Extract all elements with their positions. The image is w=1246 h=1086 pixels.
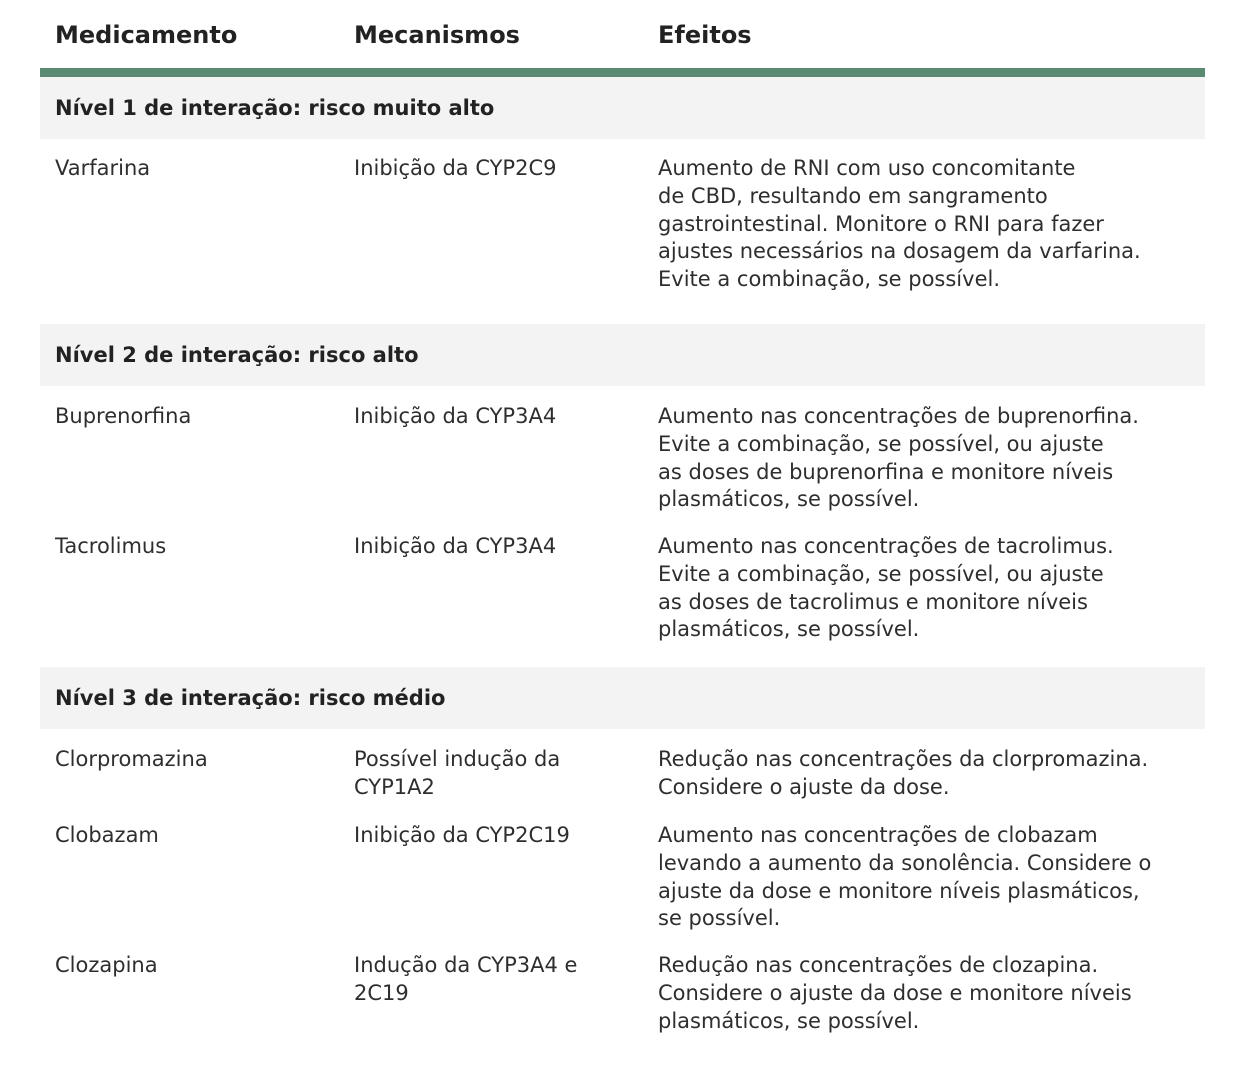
mechanism: Inibição da CYP2C9 <box>354 156 557 180</box>
mechanism: Inibição da CYP3A4 <box>354 404 557 428</box>
group-label: Nível 3 de interação: risco médio <box>55 686 446 710</box>
mechanism: Inibição da CYP2C19 <box>354 823 570 847</box>
table-row-tacrolimus <box>40 516 1205 667</box>
header-mecanismos: Mecanismos <box>354 21 520 49</box>
group-header-level-2 <box>40 324 1205 386</box>
table-row-clorpromazina <box>40 729 1205 805</box>
table-row-buprenorfina <box>40 386 1205 516</box>
table-row-varfarina <box>40 139 1205 324</box>
effect: Redução nas concentrações da clorpromazina. Considere o ajuste da dose. <box>658 747 1149 799</box>
group-header-level-3 <box>40 667 1205 729</box>
group-label: Nível 2 de interação: risco alto <box>55 343 419 367</box>
drug-name: Clorpromazina <box>55 747 208 771</box>
effect: Aumento nas concentrações de buprenorfina. Evite a combinação, se possível, ou ajuste as doses de buprenorfina e monitore níveis plasmáticos, se possível. <box>658 404 1139 512</box>
drug-name: Tacrolimus <box>55 534 167 558</box>
effect: Aumento nas concentrações de clobazam levando a aumento da sonolência. Considere o ajuste da dose e monitore níveis plasmáticos, se possível. <box>658 823 1152 931</box>
header-divider <box>40 68 1205 77</box>
drug-interaction-table <box>40 0 1205 1045</box>
header-efeitos: Efeitos <box>658 21 752 49</box>
drug-name: Clozapina <box>55 953 158 977</box>
mechanism: Inibição da CYP3A4 <box>354 534 557 558</box>
group-header-level-1 <box>40 77 1205 139</box>
mechanism: Indução da CYP3A4 e 2C19 <box>354 953 578 1005</box>
header-medicamento: Medicamento <box>55 21 238 49</box>
drug-name: Clobazam <box>55 823 159 847</box>
effect: Aumento de RNI com uso concomitante de CBD, resultando em sangramento gastrointestinal. Monitore o RNI para fazer ajustes necessários na dosagem da varfarina. Evite a combinação, se possível. <box>658 156 1141 292</box>
table-row-clobazam <box>40 805 1205 935</box>
mechanism: Possível indução da CYP1A2 <box>354 747 561 799</box>
drug-name: Buprenorfina <box>55 404 192 428</box>
effect: Aumento nas concentrações de tacrolimus. Evite a combinação, se possível, ou ajuste as doses de tacrolimus e monitore níveis plasmáticos, se possível. <box>658 534 1114 642</box>
table-header <box>40 0 1205 68</box>
drug-name: Varfarina <box>55 156 151 180</box>
table-row-clozapina <box>40 935 1205 1045</box>
group-label: Nível 1 de interação: risco muito alto <box>55 96 495 120</box>
effect: Redução nas concentrações de clozapina. Considere o ajuste da dose e monitore níveis plasmáticos, se possível. <box>658 953 1132 1033</box>
